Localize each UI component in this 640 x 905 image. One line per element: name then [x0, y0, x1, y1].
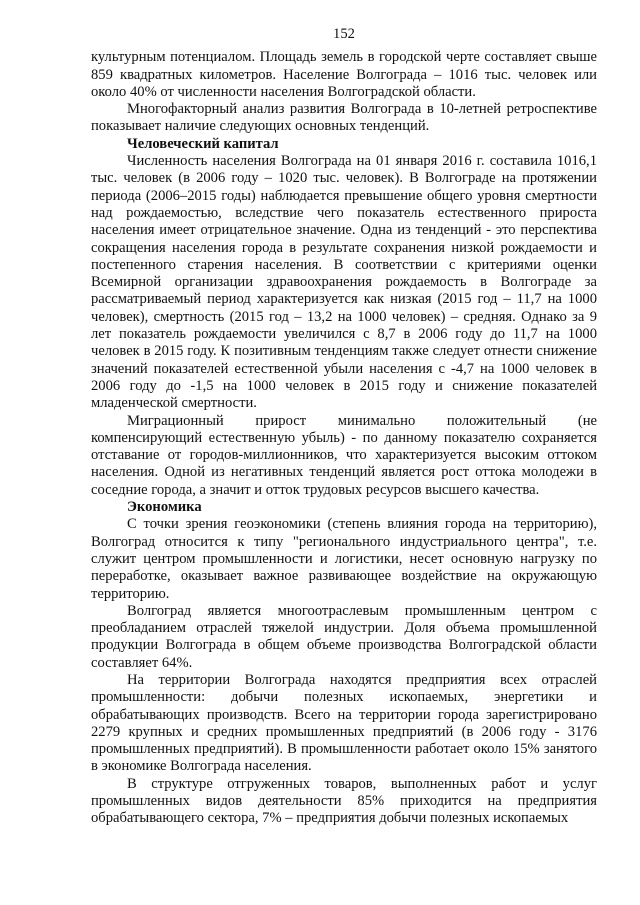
paragraph: На территории Волгограда находятся предприятия всех отраслей промышленности: добычи полезных ископаемых, энергетики и обрабатывающих производств. Всего на территории города зарегистрировано 2279 крупных и средних промышленных предприятий (в 2006 году - 3176 промышленных предприятий). В промышленности работает около 15% занятого в экономике Волгограда населения. [91, 671, 597, 775]
page-number: 152 [333, 26, 355, 42]
paragraph: Многофакторный анализ развития Волгограда в 10-летней ретроспективе показывает наличие следующих основных тенденций. [91, 101, 597, 135]
section-heading-human-capital: Человеческий капитал [127, 135, 279, 152]
paragraph: Волгоград является многоотраслевым промышленным центром с преобладанием отраслей тяжелой индустрии. Доля объема промышленной продукции Волгограда в общем объеме производства Волгоградской области составляет 64%. [91, 602, 597, 671]
paragraph: В структуре отгруженных товаров, выполненных работ и услуг промышленных видов деятельности 85% приходится на предприятия обрабатывающего сектора, 7% – предприятия добычи полезных ископаемых [91, 775, 597, 827]
document-page [91, 26, 597, 828]
paragraph: С точки зрения геоэкономики (степень влияния города на территорию), Волгоград относится к типу "регионального индустриального центра", т.е. служит центром промышленности и логистики, несет основную нагрузку по переработке, оказывает важное развивающее воздействие на окружающую территорию. [91, 516, 597, 602]
section-heading-economy: Экономика [127, 499, 202, 516]
paragraph: Миграционный прирост минимально положительный (не компенсирующий естественную убыль) - по данному показателю сохраняется отставание от городов-миллионников, что характеризуется высоким оттоком населения. Одной из негативных тенденций является рост оттока молодежи в соседние города, а значит и отток трудовых ресурсов высшего качества. [91, 412, 597, 498]
paragraph: культурным потенциалом. Площадь земель в городской черте составляет свыше 859 квадратных километров. Население Волгограда – 1016 тыс. человек или около 40% от численности населения Волгоградской области. [91, 49, 597, 100]
paragraph: Численность населения Волгограда на 01 января 2016 г. составила 1016,1 тыс. человек (в 2006 году – 1020 тыс. человек). В Волгограде на протяжении периода (2006–2015 годы) наблюдается превышение общего уровня смертности над рождаемостью, вследствие чего показатель естественного прироста населения имеет отрицательное значение. Одна из тенденций - это перспектива сокращения населения города в результате сохранения низкой рождаемости и постепенного старения населения. В соответствии с критериями оценки Всемирной организации здравоохранения рождаемость в Волгограде за рассматриваемый период характеризуется как низкая (2015 год – 11,7 на 1000 человек), смертность (2015 год – 13,2 на 1000 человек) – средняя. Однако за 9 лет показатель рождаемости увеличился с 8,7 в 2006 году до 11,7 на 1000 человек в 2015 году. К позитивным тенденциям также следует отнести снижение значений показателей естественной убыли населения с -4,7 на 1000 человек в 2006 году до -1,5 на 1000 человек в 2015 году и снижение показателей младенческой смертности. [91, 153, 597, 412]
